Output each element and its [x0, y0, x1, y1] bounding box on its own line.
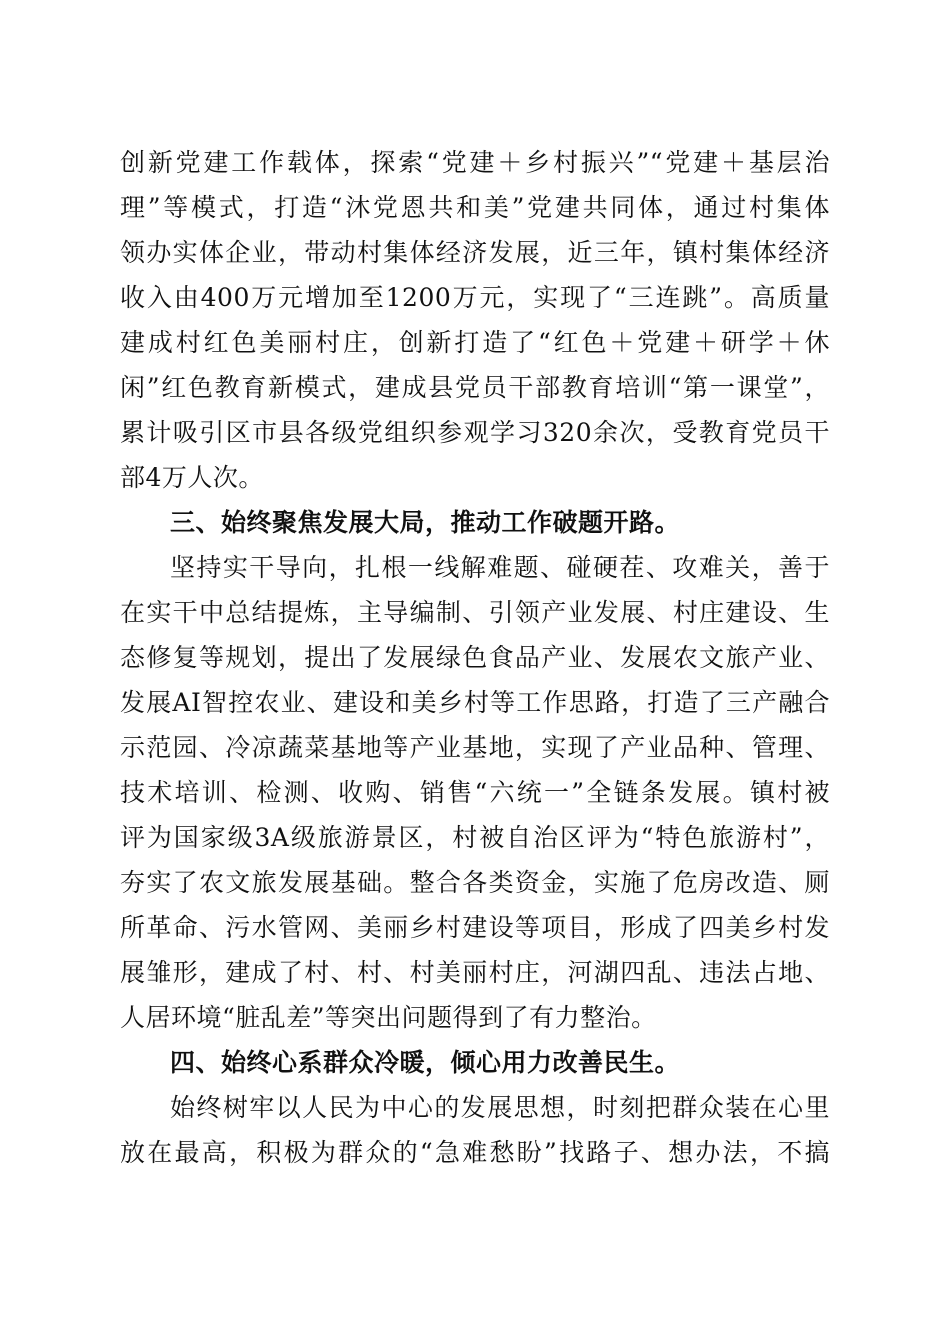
paragraph-1: [120, 140, 830, 500]
text-line: 部4万人次。: [120, 463, 264, 492]
text-line: 闲”红色教育新模式，建成县党员干部教育培训“第一课堂”，: [120, 373, 830, 402]
paragraph-2: [120, 545, 830, 1040]
text-line: 累计吸引区市县各级党组织参观学习320余次，受教育党员干: [120, 418, 830, 447]
body-text: [120, 140, 830, 1175]
text-line: 领办实体企业，带动村集体经济发展，近三年，镇村集体经济: [120, 238, 830, 267]
text-line: 展雏形，建成了村、村、村美丽村庄，河湖四乱、违法占地、: [120, 958, 830, 987]
text-line: 夯实了农文旅发展基础。整合各类资金，实施了危房改造、厕: [120, 868, 830, 897]
text-line: 评为国家级3A级旅游景区，村被自治区评为“特色旅游村”，: [120, 823, 830, 852]
text-line: 收入由400万元增加至1200万元，实现了“三连跳”。高质量: [120, 283, 830, 312]
section-heading-4: 四、始终心系群众冷暖，倾心用力改善民生。: [170, 1048, 681, 1077]
text-line: 放在最高，积极为群众的“急难愁盼”找路子、想办法，不搞: [120, 1138, 830, 1167]
text-line: 始终树牢以人民为中心的发展思想，时刻把群众装在心里: [170, 1093, 830, 1122]
text-line: 坚持实干导向，扎根一线解难题、碰硬茬、攻难关，善于: [170, 553, 830, 582]
paragraph-3: [120, 1085, 830, 1175]
text-line: 在实干中总结提炼，主导编制、引领产业发展、村庄建设、生: [120, 598, 830, 627]
text-line: 理”等模式，打造“沐党恩共和美”党建共同体，通过村集体: [120, 193, 830, 222]
text-line: 示范园、冷凉蔬菜基地等产业基地，实现了产业品种、管理、: [120, 733, 830, 762]
text-line: 态修复等规划，提出了发展绿色食品产业、发展农文旅产业、: [120, 643, 830, 672]
section-heading-3: 三、始终聚焦发展大局，推动工作破题开路。: [170, 508, 681, 537]
text-line: 所革命、污水管网、美丽乡村建设等项目，形成了四美乡村发: [120, 913, 830, 942]
text-line: 人居环境“脏乱差”等突出问题得到了有力整治。: [120, 1003, 657, 1032]
text-line: 建成村红色美丽村庄，创新打造了“红色＋党建＋研学＋休: [120, 328, 830, 357]
text-line: 发展AI智控农业、建设和美乡村等工作思路，打造了三产融合: [120, 688, 830, 717]
text-line: 技术培训、检测、收购、销售“六统一”全链条发展。镇村被: [120, 778, 830, 807]
text-line: 创新党建工作载体，探索“党建＋乡村振兴”“党建＋基层治: [120, 148, 830, 177]
